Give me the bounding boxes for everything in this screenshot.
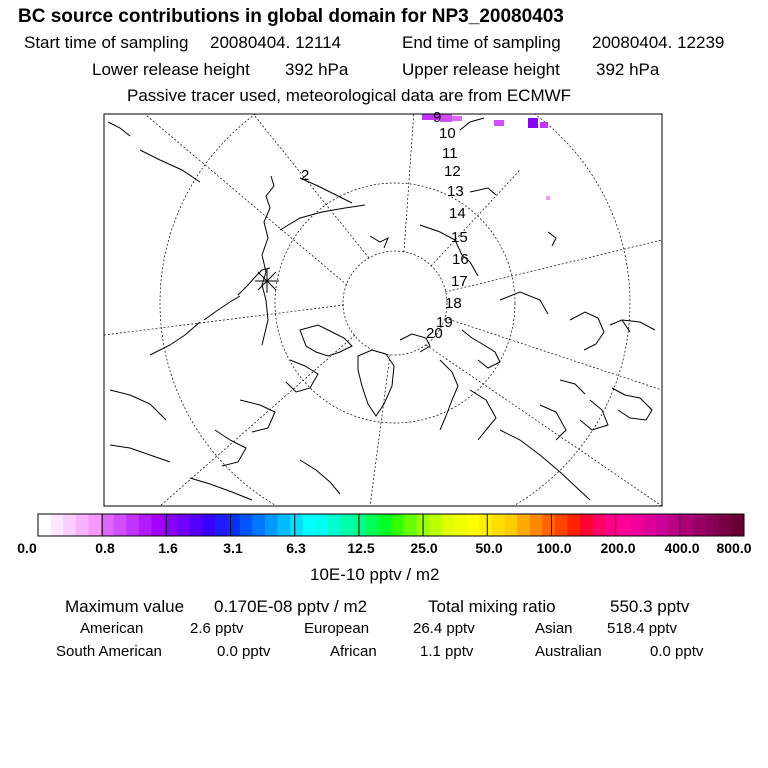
- upper-height-value: 392 hPa: [596, 60, 660, 79]
- colorbar-cell: [694, 514, 707, 536]
- asian-label: Asian: [535, 620, 573, 637]
- colorbar-cell: [530, 514, 543, 536]
- colorbar-cell: [328, 514, 341, 536]
- colorbar-label: 1.6: [158, 540, 178, 556]
- tracer-note: Passive tracer used, meteorological data are from ECMWF: [127, 86, 572, 105]
- colorbar-cell: [643, 514, 656, 536]
- colorbar-cell: [656, 514, 669, 536]
- colorbar-cell: [177, 514, 190, 536]
- colorbar-cell: [479, 514, 492, 536]
- track-label: 20: [426, 325, 443, 342]
- end-time-value: 20080404. 12239: [592, 33, 725, 52]
- track-label: 18: [445, 295, 462, 312]
- start-time-value: 20080404. 12114: [210, 33, 342, 52]
- colorbar-cell: [76, 514, 89, 536]
- american-value: 2.6 pptv: [190, 620, 244, 637]
- start-time-label: Start time of sampling: [24, 33, 189, 52]
- colorbar-cell: [555, 514, 568, 536]
- colorbar-cell: [353, 514, 366, 536]
- colorbar-cell: [290, 514, 303, 536]
- colorbar-cell: [88, 514, 101, 536]
- australian-value: 0.0 pptv: [650, 643, 704, 660]
- colorbar-cell: [189, 514, 202, 536]
- south-american-value: 0.0 pptv: [217, 643, 271, 660]
- colorbar-cell: [101, 514, 114, 536]
- coastlines: [108, 118, 655, 500]
- colorbar-cell: [265, 514, 278, 536]
- colorbar-cell: [441, 514, 454, 536]
- colorbar-cell: [315, 514, 328, 536]
- colorbar-label: 12.5: [347, 540, 375, 556]
- colorbar-label: 800.0: [716, 540, 752, 556]
- colorbar-cell: [391, 514, 404, 536]
- colorbar-cell: [467, 514, 480, 536]
- african-value: 1.1 pptv: [420, 643, 474, 660]
- upper-height-label: Upper release height: [402, 60, 560, 79]
- colorbar-cell: [618, 514, 631, 536]
- colorbar-label: 50.0: [475, 540, 503, 556]
- max-value: 0.170E-08 pptv / m2: [214, 597, 368, 616]
- colorbar-cell: [517, 514, 530, 536]
- colorbar-cell: [580, 514, 593, 536]
- european-label: European: [304, 620, 370, 637]
- colorbar-cell: [139, 514, 152, 536]
- south-american-label: South American: [56, 643, 162, 660]
- colorbar-cell: [151, 514, 164, 536]
- track-label: 16: [452, 251, 469, 268]
- track-label: 10: [439, 125, 456, 142]
- track-label: 13: [447, 183, 464, 200]
- colorbar-cell: [731, 514, 744, 536]
- colorbar-cell: [252, 514, 265, 536]
- colorbar-cell: [303, 514, 316, 536]
- colorbar-cell: [568, 514, 581, 536]
- colorbar-cell: [454, 514, 467, 536]
- track-label: 14: [449, 205, 466, 222]
- colorbar-cell: [492, 514, 505, 536]
- track-label: 17: [451, 273, 468, 290]
- colorbar-unit: 10E-10 pptv / m2: [310, 565, 440, 584]
- track-label: 12: [444, 163, 461, 180]
- lower-height-value: 392 hPa: [285, 60, 349, 79]
- track-label: 11: [442, 145, 458, 162]
- colorbar-cell: [706, 514, 719, 536]
- colorbar-cell: [366, 514, 379, 536]
- colorbar-label: 0.0: [17, 540, 37, 556]
- colorbar-cell: [63, 514, 76, 536]
- colorbar-cell: [202, 514, 215, 536]
- total-mixing-label: Total mixing ratio: [428, 597, 556, 616]
- african-label: African: [330, 643, 377, 660]
- colorbar-cell: [240, 514, 253, 536]
- max-value-label: Maximum value: [65, 597, 185, 616]
- colorbar-cell: [215, 514, 228, 536]
- colorbar-cell: [605, 514, 618, 536]
- lower-height-label: Lower release height: [92, 60, 250, 79]
- colorbar-cell: [278, 514, 291, 536]
- colorbar-cell: [114, 514, 127, 536]
- colorbar-cell: [126, 514, 139, 536]
- total-mixing-value: 550.3 pptv: [610, 597, 690, 616]
- colorbar-label: 200.0: [600, 540, 636, 556]
- end-time-label: End time of sampling: [402, 33, 561, 52]
- star-marker-icon: [255, 269, 279, 293]
- colorbar-label: 25.0: [410, 540, 438, 556]
- colorbar-label: 0.8: [95, 540, 115, 556]
- track-label: 15: [451, 229, 468, 246]
- colorbar-cell: [631, 514, 644, 536]
- colorbar-cell: [719, 514, 732, 536]
- colorbar-cell: [504, 514, 517, 536]
- colorbar: [38, 514, 744, 536]
- colorbar-cell: [593, 514, 606, 536]
- colorbar-cell: [542, 514, 555, 536]
- track-label: 19: [436, 314, 453, 331]
- meridian-lines: [104, 110, 662, 506]
- colorbar-cell: [681, 514, 694, 536]
- australian-label: Australian: [535, 643, 602, 660]
- colorbar-cell: [404, 514, 417, 536]
- colorbar-cell: [378, 514, 391, 536]
- colorbar-cell: [38, 514, 51, 536]
- colorbar-cell: [341, 514, 354, 536]
- figure-title: BC source contributions in global domain for NP3_20080403: [18, 6, 564, 27]
- colorbar-label: 100.0: [536, 540, 572, 556]
- track-label: 2: [301, 167, 310, 184]
- asian-value: 518.4 pptv: [607, 620, 678, 637]
- colorbar-cell: [429, 514, 442, 536]
- american-label: American: [80, 620, 144, 637]
- european-value: 26.4 pptv: [413, 620, 475, 637]
- colorbar-label: 3.1: [223, 540, 243, 556]
- track-label: 9: [433, 109, 442, 126]
- colorbar-label: 6.3: [286, 540, 306, 556]
- colorbar-cell: [51, 514, 64, 536]
- colorbar-label: 400.0: [664, 540, 700, 556]
- colorbar-cell: [227, 514, 240, 536]
- map-frame: [104, 114, 662, 506]
